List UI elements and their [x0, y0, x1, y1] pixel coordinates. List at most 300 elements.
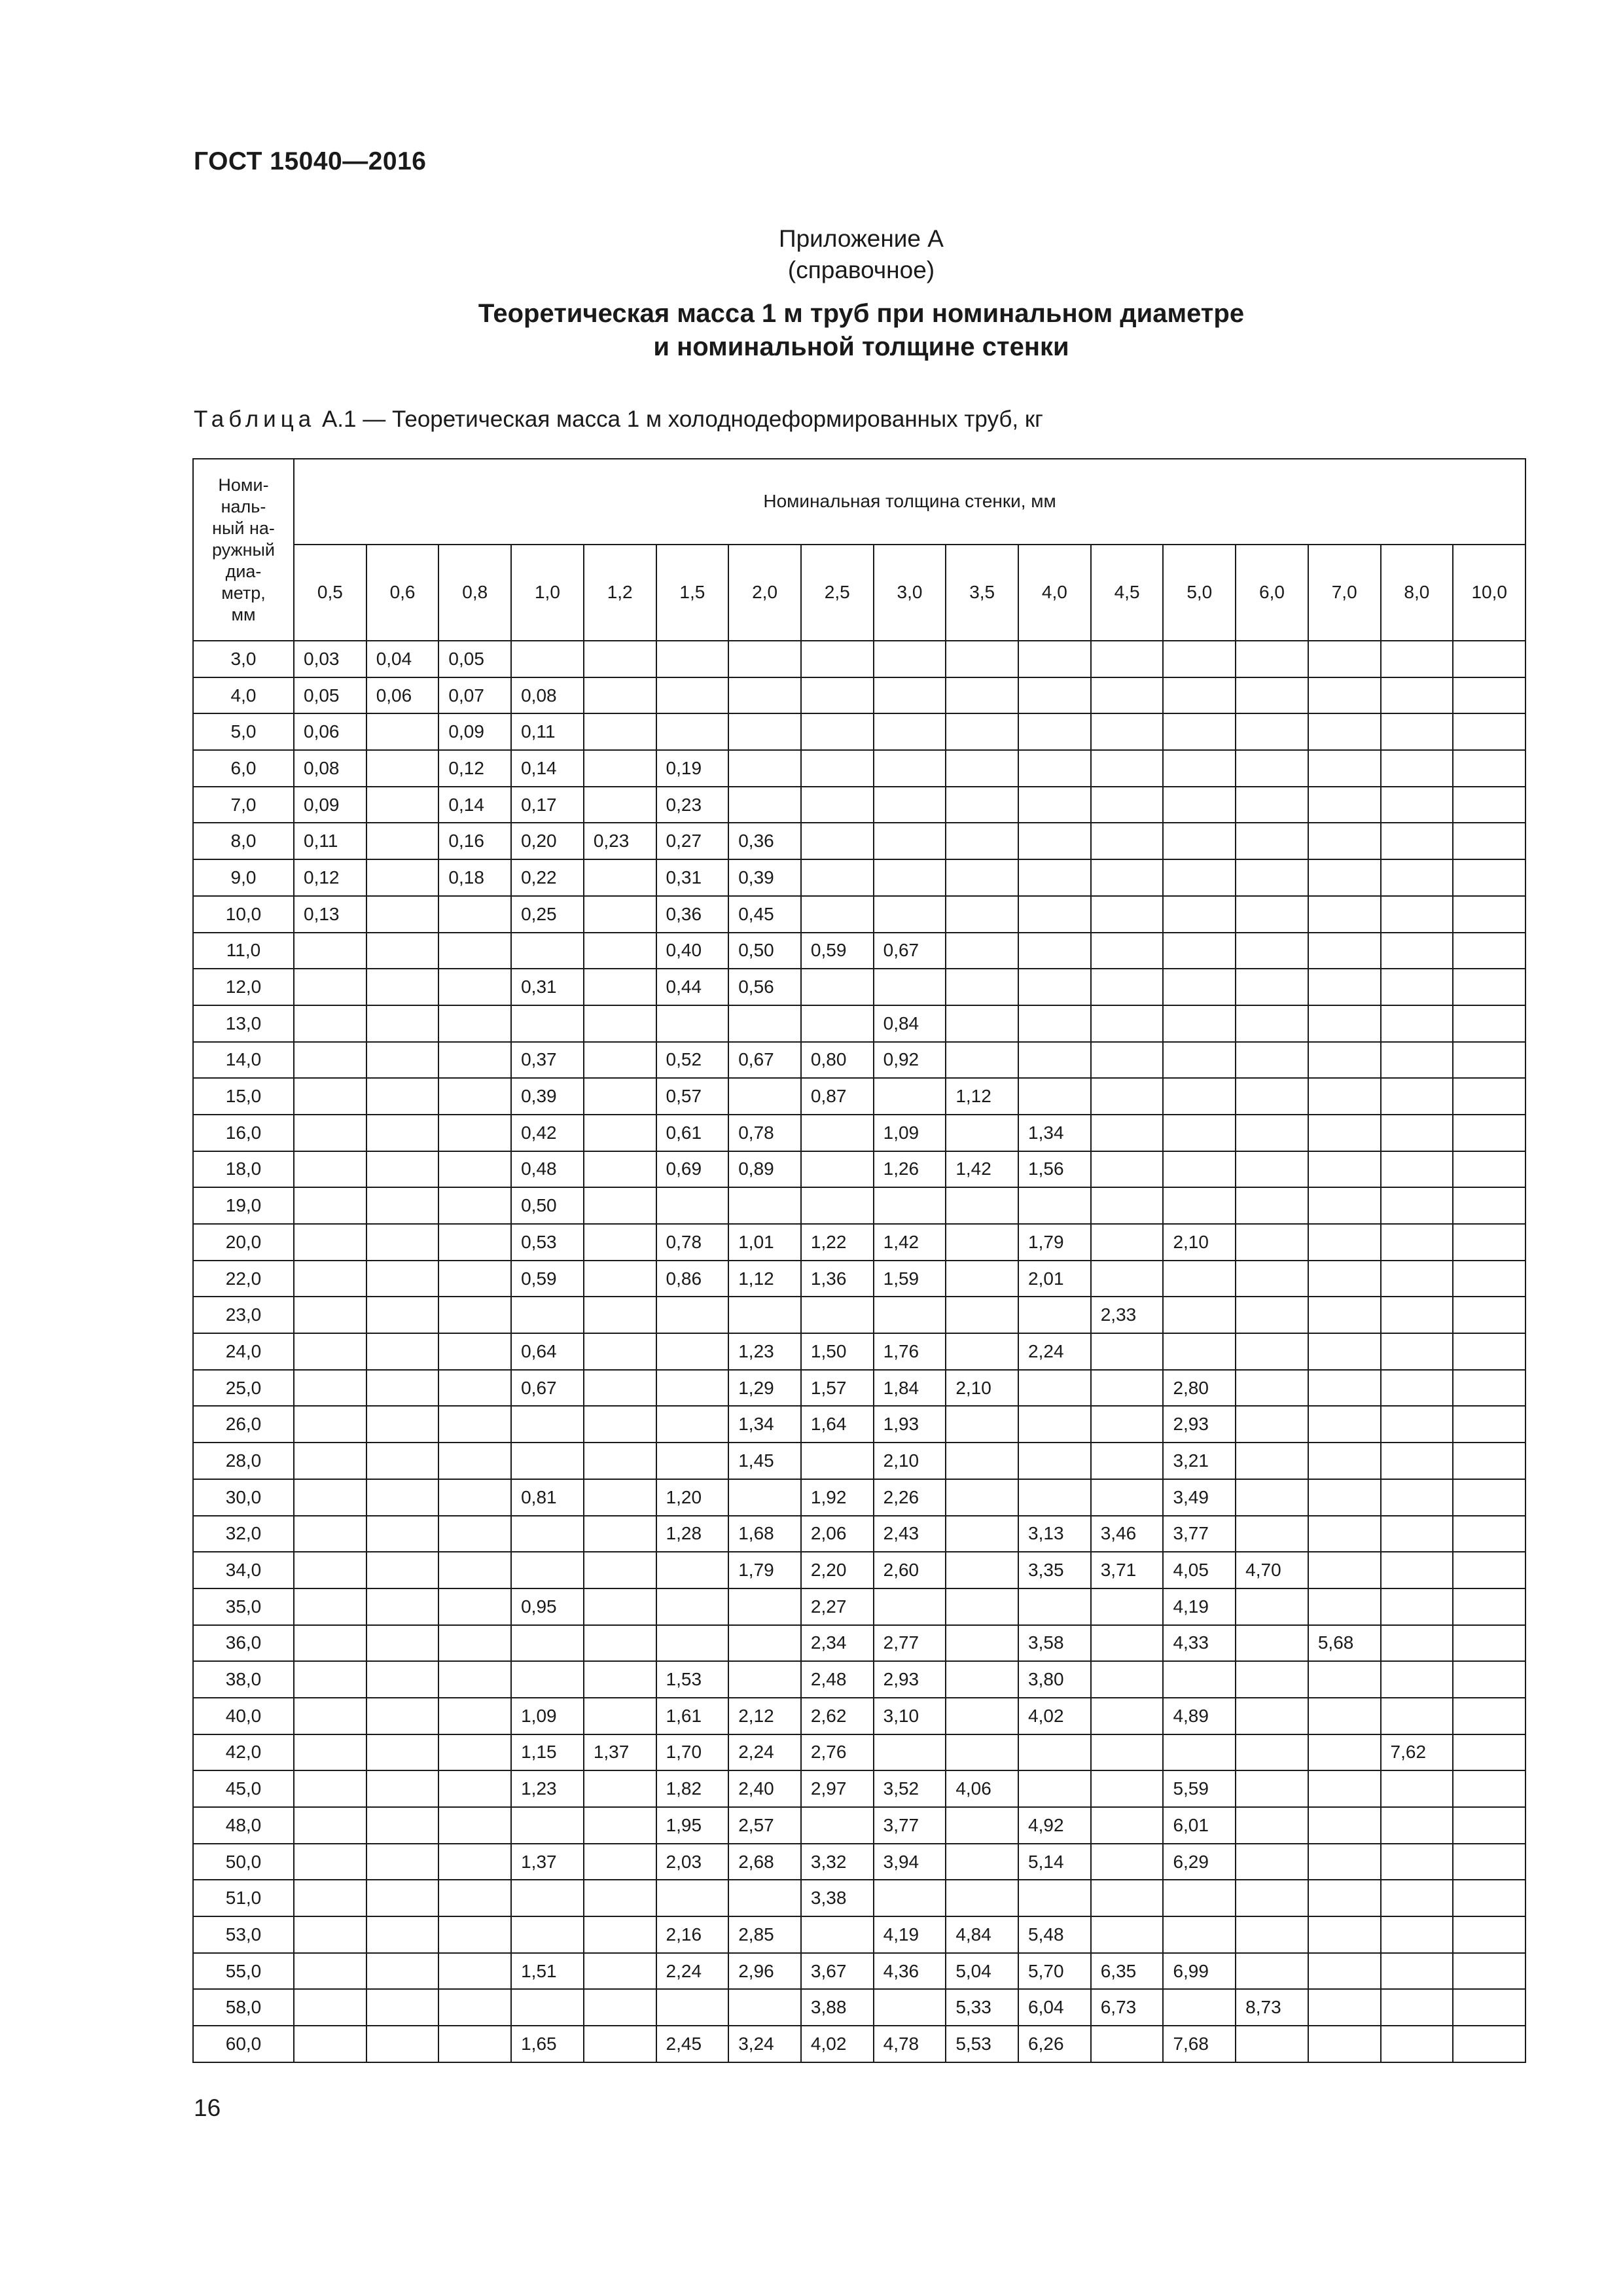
mass-cell: [801, 969, 874, 1005]
mass-cell: [1381, 1261, 1454, 1297]
mass-cell: 1,79: [728, 1552, 801, 1588]
mass-cell: [1236, 750, 1308, 787]
mass-cell: [1236, 1005, 1308, 1042]
mass-cell: [1236, 2026, 1308, 2062]
mass-cell: [656, 677, 729, 714]
mass-cell: [438, 1807, 511, 1844]
mass-cell: [366, 2026, 439, 2062]
mass-cell: [656, 1406, 729, 1443]
mass-cell: [366, 1698, 439, 1734]
mass-cell: [1381, 1406, 1454, 1443]
mass-cell: [294, 1989, 366, 2026]
mass-cell: 0,27: [656, 823, 729, 859]
mass-cell: [1091, 1588, 1164, 1625]
mass-cell: [1381, 1953, 1454, 1990]
table-row: [193, 969, 1525, 1005]
mass-cell: [946, 896, 1018, 933]
mass-cell: 0,50: [511, 1187, 584, 1224]
mass-cell: [438, 1443, 511, 1479]
mass-cell: 1,92: [801, 1479, 874, 1516]
mass-cell: [1381, 641, 1454, 677]
mass-cell: [656, 1005, 729, 1042]
mass-cell: [1018, 1297, 1091, 1333]
mass-cell: [946, 1224, 1018, 1261]
mass-cell: 0,67: [511, 1370, 584, 1407]
mass-cell: [728, 1005, 801, 1042]
mass-cell: [438, 1516, 511, 1552]
table-row: [193, 1552, 1525, 1588]
mass-cell: [1308, 1661, 1381, 1698]
mass-cell: 2,24: [656, 1953, 729, 1990]
mass-cell: [946, 1297, 1018, 1333]
mass-cell: [584, 713, 656, 750]
mass-cell: [294, 1770, 366, 1807]
mass-cell: [1236, 1333, 1308, 1370]
mass-cell: [366, 1625, 439, 1662]
mass-cell: 0,13: [294, 896, 366, 933]
mass-cell: [438, 933, 511, 969]
thickness-group-header: Номинальная толщина стенки, мм: [294, 459, 1525, 545]
mass-cell: 1,09: [874, 1115, 946, 1151]
mass-cell: [584, 1916, 656, 1953]
mass-cell: 1,95: [656, 1807, 729, 1844]
mass-cell: [584, 787, 656, 823]
mass-cell: 0,37: [511, 1042, 584, 1079]
mass-cell: [1453, 677, 1525, 714]
mass-cell: [874, 677, 946, 714]
mass-cell: [1453, 1698, 1525, 1734]
mass-cell: 3,49: [1163, 1479, 1236, 1516]
mass-cell: [1236, 1224, 1308, 1261]
mass-cell: [511, 1625, 584, 1662]
mass-cell: [1453, 1807, 1525, 1844]
mass-cell: [1018, 969, 1091, 1005]
mass-cell: 0,17: [511, 787, 584, 823]
mass-cell: [1453, 1734, 1525, 1771]
annex-heading-line-1: Теоретическая масса 1 м труб при номинальном диаметре: [478, 299, 1245, 328]
mass-cell: [294, 1297, 366, 1333]
mass-cell: [1091, 1698, 1164, 1734]
mass-cell: [1308, 1807, 1381, 1844]
mass-cell: [1091, 677, 1164, 714]
mass-cell: [511, 1661, 584, 1698]
mass-cell: [874, 713, 946, 750]
mass-cell: [1018, 1734, 1091, 1771]
mass-cell: [801, 1807, 874, 1844]
mass-cell: [728, 787, 801, 823]
mass-cell: 3,38: [801, 1880, 874, 1916]
mass-cell: 0,18: [438, 859, 511, 896]
mass-cell: [1381, 1989, 1454, 2026]
mass-cell: [1018, 750, 1091, 787]
mass-cell: [294, 1625, 366, 1662]
mass-cell: [1453, 1625, 1525, 1662]
mass-cell: [946, 677, 1018, 714]
mass-cell: [1018, 1406, 1091, 1443]
mass-cell: [511, 1552, 584, 1588]
mass-cell: 1,28: [656, 1516, 729, 1552]
mass-cell: [1453, 641, 1525, 677]
annex-heading-line-2: и номинальной толщине стенки: [653, 332, 1069, 361]
mass-cell: [1163, 1989, 1236, 2026]
table-row: [193, 1625, 1525, 1662]
mass-cell: [1308, 1916, 1381, 1953]
mass-cell: [438, 1297, 511, 1333]
mass-cell: [1308, 969, 1381, 1005]
mass-cell: [1453, 1770, 1525, 1807]
mass-cell: [656, 1552, 729, 1588]
mass-cell: [1453, 969, 1525, 1005]
mass-cell: 1,56: [1018, 1151, 1091, 1188]
mass-cell: [1381, 1151, 1454, 1188]
mass-cell: [511, 1807, 584, 1844]
mass-cell: [1091, 969, 1164, 1005]
diameter-cell: 53,0: [193, 1916, 294, 1953]
mass-cell: [366, 1479, 439, 1516]
mass-cell: [438, 1625, 511, 1662]
mass-cell: 0,50: [728, 933, 801, 969]
mass-cell: [801, 677, 874, 714]
mass-cell: [1453, 1844, 1525, 1880]
mass-cell: [1236, 1151, 1308, 1188]
mass-cell: 5,33: [946, 1989, 1018, 2026]
diameter-cell: 3,0: [193, 641, 294, 677]
mass-cell: 0,36: [656, 896, 729, 933]
mass-cell: 1,70: [656, 1734, 729, 1771]
mass-cell: [438, 1916, 511, 1953]
mass-cell: [946, 1516, 1018, 1552]
mass-cell: [438, 1224, 511, 1261]
mass-cell: 4,05: [1163, 1552, 1236, 1588]
mass-cell: [584, 1005, 656, 1042]
mass-cell: 5,53: [946, 2026, 1018, 2062]
table-row: [193, 713, 1525, 750]
mass-cell: [511, 1989, 584, 2026]
mass-cell: [946, 787, 1018, 823]
mass-cell: [656, 1588, 729, 1625]
mass-cell: [874, 1078, 946, 1115]
mass-cell: [728, 1661, 801, 1698]
mass-cell: [1308, 1297, 1381, 1333]
mass-cell: 1,34: [1018, 1115, 1091, 1151]
mass-cell: [366, 896, 439, 933]
mass-cell: [584, 1406, 656, 1443]
mass-cell: 1,36: [801, 1261, 874, 1297]
mass-cell: [1091, 1005, 1164, 1042]
mass-cell: [1381, 1698, 1454, 1734]
mass-cell: [584, 933, 656, 969]
mass-cell: 6,73: [1091, 1989, 1164, 2026]
diameter-cell: 32,0: [193, 1516, 294, 1552]
mass-cell: 0,56: [728, 969, 801, 1005]
mass-cell: [1236, 859, 1308, 896]
mass-cell: [1236, 1916, 1308, 1953]
mass-cell: [656, 1187, 729, 1224]
mass-cell: 0,09: [294, 787, 366, 823]
mass-cell: 2,43: [874, 1516, 946, 1552]
document-code: ГОСТ 15040—2016: [194, 147, 427, 175]
mass-cell: [294, 1734, 366, 1771]
mass-cell: [1453, 1552, 1525, 1588]
mass-cell: [438, 1734, 511, 1771]
annex-note: (справочное): [787, 257, 935, 283]
mass-cell: [1453, 1588, 1525, 1625]
diameter-cell: 5,0: [193, 713, 294, 750]
thickness-header-cell: 3,5: [946, 545, 1018, 641]
mass-cell: [584, 750, 656, 787]
mass-cell: [946, 1661, 1018, 1698]
mass-cell: [366, 1989, 439, 2026]
mass-cell: [294, 1187, 366, 1224]
mass-cell: 0,22: [511, 859, 584, 896]
mass-cell: [1163, 1187, 1236, 1224]
mass-cell: [1381, 1516, 1454, 1552]
mass-cell: [1091, 2026, 1164, 2062]
mass-cell: [874, 1880, 946, 1916]
mass-cell: [366, 969, 439, 1005]
mass-cell: [801, 713, 874, 750]
thickness-header-cell: 5,0: [1163, 545, 1236, 641]
mass-cell: [366, 1844, 439, 1880]
mass-cell: 0,20: [511, 823, 584, 859]
mass-cell: [1453, 896, 1525, 933]
mass-cell: [1453, 1078, 1525, 1115]
mass-cell: [438, 1151, 511, 1188]
mass-cell: [366, 750, 439, 787]
mass-cell: [874, 1297, 946, 1333]
mass-cell: 2,57: [728, 1807, 801, 1844]
mass-cell: [1091, 823, 1164, 859]
mass-cell: [1091, 1844, 1164, 1880]
mass-cell: [438, 1042, 511, 1079]
table-row: [193, 1807, 1525, 1844]
mass-cell: [366, 1370, 439, 1407]
mass-cell: 0,09: [438, 713, 511, 750]
mass-cell: [728, 677, 801, 714]
diameter-cell: 14,0: [193, 1042, 294, 1079]
table-caption-label: Таблица: [194, 406, 316, 432]
mass-cell: 4,02: [801, 2026, 874, 2062]
mass-cell: [1091, 1151, 1164, 1188]
thickness-header-row: [193, 545, 1525, 641]
diameter-cell: 50,0: [193, 1844, 294, 1880]
diameter-cell: 16,0: [193, 1115, 294, 1151]
mass-cell: [366, 1333, 439, 1370]
mass-cell: 2,01: [1018, 1261, 1091, 1297]
mass-cell: [1308, 1479, 1381, 1516]
mass-cell: 3,24: [728, 2026, 801, 2062]
diameter-header-line: мм: [231, 604, 256, 624]
mass-cell: 3,77: [874, 1807, 946, 1844]
table-row: [193, 1187, 1525, 1224]
mass-cell: [1381, 933, 1454, 969]
mass-cell: [1018, 1078, 1091, 1115]
mass-cell: [1308, 1880, 1381, 1916]
mass-cell: [294, 1224, 366, 1261]
mass-cell: [584, 1261, 656, 1297]
mass-cell: 1,20: [656, 1479, 729, 1516]
mass-cell: [1308, 823, 1381, 859]
mass-cell: [1308, 2026, 1381, 2062]
mass-cell: 3,52: [874, 1770, 946, 1807]
thickness-header-cell: 3,0: [874, 545, 946, 641]
mass-cell: [1091, 1370, 1164, 1407]
mass-cell: [294, 1406, 366, 1443]
mass-cell: [1018, 896, 1091, 933]
diameter-cell: 11,0: [193, 933, 294, 969]
mass-cell: [294, 1261, 366, 1297]
mass-cell: [801, 1005, 874, 1042]
mass-cell: [728, 1297, 801, 1333]
mass-cell: 2,93: [874, 1661, 946, 1698]
mass-cell: 3,10: [874, 1698, 946, 1734]
mass-cell: 1,61: [656, 1698, 729, 1734]
mass-cell: 0,04: [366, 641, 439, 677]
mass-cell: [946, 969, 1018, 1005]
mass-cell: [438, 1661, 511, 1698]
mass-cell: [946, 823, 1018, 859]
mass-cell: 3,21: [1163, 1443, 1236, 1479]
mass-cell: 3,58: [1018, 1625, 1091, 1662]
mass-cell: [511, 1406, 584, 1443]
mass-cell: [1163, 1880, 1236, 1916]
mass-cell: [366, 1224, 439, 1261]
mass-cell: [1236, 1661, 1308, 1698]
mass-cell: 0,44: [656, 969, 729, 1005]
diameter-cell: 9,0: [193, 859, 294, 896]
mass-cell: [1308, 896, 1381, 933]
mass-cell: [366, 1916, 439, 1953]
mass-cell: [1091, 896, 1164, 933]
mass-cell: 3,80: [1018, 1661, 1091, 1698]
mass-cell: [1308, 1989, 1381, 2026]
mass-cell: 0,84: [874, 1005, 946, 1042]
mass-cell: [1453, 1151, 1525, 1188]
mass-cell: [1163, 1297, 1236, 1333]
mass-cell: [946, 1443, 1018, 1479]
table-row: [193, 1770, 1525, 1807]
mass-cell: 0,23: [656, 787, 729, 823]
diameter-cell: 55,0: [193, 1953, 294, 1990]
table-header-row-1: [193, 459, 1525, 545]
mass-cell: 1,42: [874, 1224, 946, 1261]
thickness-header-cell: 0,5: [294, 545, 366, 641]
mass-cell: [1163, 787, 1236, 823]
mass-cell: [946, 1807, 1018, 1844]
mass-cell: [1308, 750, 1381, 787]
mass-cell: [1453, 1516, 1525, 1552]
mass-cell: [1453, 1370, 1525, 1407]
mass-cell: [1163, 969, 1236, 1005]
page-number: 16: [194, 2094, 221, 2121]
table-row: [193, 933, 1525, 969]
mass-cell: 0,31: [656, 859, 729, 896]
mass-cell: [1163, 1734, 1236, 1771]
table-row: [193, 1042, 1525, 1079]
mass-cell: [1163, 1005, 1236, 1042]
mass-cell: [1308, 641, 1381, 677]
mass-cell: 4,36: [874, 1953, 946, 1990]
mass-cell: [1381, 750, 1454, 787]
mass-cell: [584, 1844, 656, 1880]
mass-cell: 2,33: [1091, 1297, 1164, 1333]
mass-cell: [511, 1297, 584, 1333]
mass-cell: [1308, 1224, 1381, 1261]
mass-cell: [1091, 1734, 1164, 1771]
mass-cell: [1453, 1443, 1525, 1479]
mass-cell: [1236, 969, 1308, 1005]
mass-cell: 1,68: [728, 1516, 801, 1552]
mass-cell: [946, 1187, 1018, 1224]
mass-cell: [438, 1479, 511, 1516]
mass-cell: [1236, 1844, 1308, 1880]
mass-cell: [366, 1770, 439, 1807]
mass-cell: 3,77: [1163, 1516, 1236, 1552]
mass-cell: 0,14: [438, 787, 511, 823]
mass-cell: 0,14: [511, 750, 584, 787]
table-row: [193, 1297, 1525, 1333]
mass-cell: [511, 933, 584, 969]
mass-cell: [438, 1078, 511, 1115]
table-row: [193, 1880, 1525, 1916]
table-body: [193, 641, 1525, 2062]
mass-cell: [874, 1588, 946, 1625]
mass-cell: [1453, 859, 1525, 896]
mass-cell: [1091, 1224, 1164, 1261]
mass-cell: [1163, 823, 1236, 859]
mass-cell: 0,78: [728, 1115, 801, 1151]
mass-cell: [294, 1844, 366, 1880]
mass-cell: [656, 1880, 729, 1916]
mass-cell: 6,26: [1018, 2026, 1091, 2062]
diameter-cell: 24,0: [193, 1333, 294, 1370]
diameter-cell: 15,0: [193, 1078, 294, 1115]
mass-cell: [294, 1333, 366, 1370]
mass-cell: [1381, 1770, 1454, 1807]
mass-cell: 2,10: [874, 1443, 946, 1479]
mass-cell: 1,15: [511, 1734, 584, 1771]
mass-cell: [366, 1078, 439, 1115]
mass-cell: [294, 1807, 366, 1844]
mass-cell: 0,89: [728, 1151, 801, 1188]
mass-cell: 4,02: [1018, 1698, 1091, 1734]
table-row: [193, 1661, 1525, 1698]
mass-cell: [1453, 1953, 1525, 1990]
mass-cell: 1,51: [511, 1953, 584, 1990]
mass-cell: [366, 859, 439, 896]
mass-cell: 2,27: [801, 1588, 874, 1625]
mass-cell: [1018, 1770, 1091, 1807]
mass-cell: [1453, 2026, 1525, 2062]
mass-cell: 0,16: [438, 823, 511, 859]
mass-cell: 4,33: [1163, 1625, 1236, 1662]
table-row: [193, 677, 1525, 714]
mass-cell: [1018, 1005, 1091, 1042]
mass-cell: 0,61: [656, 1115, 729, 1151]
mass-cell: [946, 1333, 1018, 1370]
mass-cell: [1381, 1552, 1454, 1588]
mass-cell: [438, 1333, 511, 1370]
mass-cell: 4,19: [874, 1916, 946, 1953]
mass-cell: [1308, 1042, 1381, 1079]
table-row: [193, 1588, 1525, 1625]
mass-cell: [1236, 1370, 1308, 1407]
mass-cell: [1236, 1807, 1308, 1844]
mass-cell: 0,06: [366, 677, 439, 714]
mass-cell: 2,26: [874, 1479, 946, 1516]
mass-cell: [1453, 1224, 1525, 1261]
mass-cell: 0,11: [294, 823, 366, 859]
